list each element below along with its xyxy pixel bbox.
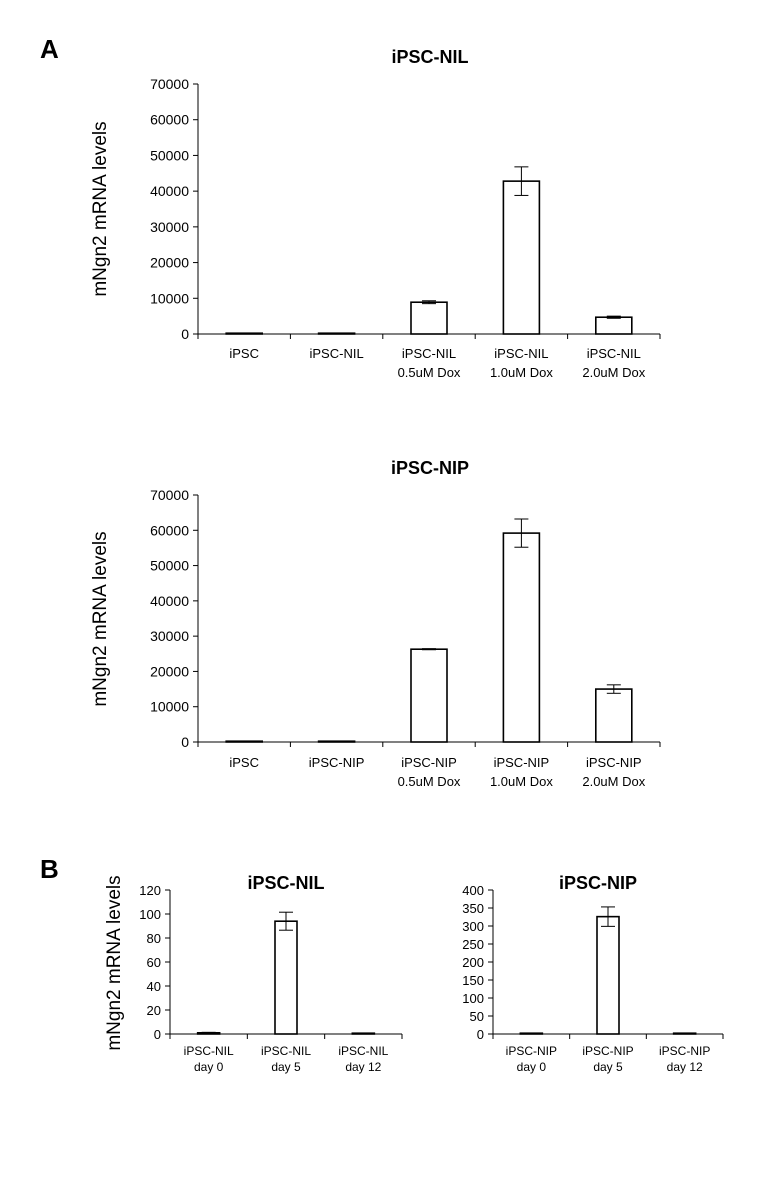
- x-tick-label: iPSC-NIP: [582, 1044, 634, 1058]
- bar: [411, 302, 447, 334]
- y-tick-label: 60000: [150, 522, 189, 539]
- y-tick-label: 400: [462, 883, 484, 898]
- x-tick-label: iPSC-NIL: [309, 346, 364, 361]
- x-tick-label: 1.0uM Dox: [489, 774, 553, 789]
- x-tick-label: iPSC: [229, 346, 260, 361]
- y-tick-label: 60000: [150, 111, 189, 128]
- bar: [597, 917, 619, 1034]
- y-tick-label: 250: [462, 937, 484, 952]
- bar: [226, 333, 262, 334]
- x-tick-label: day 0: [516, 1060, 547, 1074]
- y-tick-label: 50000: [150, 557, 189, 574]
- bar: [226, 741, 262, 742]
- y-tick-label: 40000: [150, 183, 189, 200]
- y-tick-label: 20000: [150, 663, 189, 680]
- bar: [503, 533, 539, 742]
- x-tick-label: iPSC-NIP: [585, 755, 642, 770]
- y-axis-label: mNgn2 mRNA levels: [104, 875, 125, 1051]
- y-tick-label: 70000: [150, 487, 189, 503]
- x-tick-label: day 0: [193, 1060, 224, 1074]
- y-axis-label: mNgn2 mRNA levels: [90, 121, 111, 297]
- chart-title: iPSC-NIL: [247, 873, 325, 893]
- bar: [503, 181, 539, 334]
- y-tick-label: 10000: [150, 290, 189, 307]
- chart-ipsc-nil-days: [104, 873, 402, 1074]
- y-tick-label: 100: [139, 907, 161, 922]
- y-tick-label: 70000: [150, 76, 189, 92]
- x-tick-label: iPSC-NIL: [338, 1044, 389, 1058]
- x-tick-label: iPSC-NIP: [658, 1044, 711, 1058]
- y-tick-label: 80: [146, 931, 161, 946]
- y-axis-label: mNgn2 mRNA levels: [90, 531, 111, 707]
- x-tick-label: iPSC-NIP: [401, 755, 457, 770]
- x-tick-label: 1.0uM Dox: [489, 365, 553, 380]
- y-tick-label: 300: [462, 919, 484, 934]
- y-tick-label: 50000: [150, 147, 189, 164]
- x-tick-label: iPSC-NIL: [260, 1044, 312, 1058]
- x-tick-label: iPSC-NIP: [308, 755, 365, 770]
- x-tick-label: day 5: [593, 1060, 623, 1074]
- y-tick-label: 100: [462, 991, 484, 1006]
- x-tick-label: iPSC-NIL: [183, 1044, 234, 1058]
- chart-ipsc-nip-days: [462, 873, 723, 1074]
- y-tick-label: 10000: [150, 698, 189, 715]
- y-tick-label: 0: [181, 734, 189, 750]
- y-tick-label: 0: [476, 1027, 484, 1042]
- x-tick-label: 2.0uM Dox: [582, 365, 646, 380]
- x-tick-label: 2.0uM Dox: [582, 774, 646, 789]
- y-tick-label: 350: [462, 901, 484, 916]
- x-tick-label: iPSC-NIP: [505, 1044, 558, 1058]
- x-tick-label: iPSC-NIP: [493, 755, 550, 770]
- x-tick-label: iPSC-NIL: [586, 346, 641, 361]
- bar: [411, 649, 447, 742]
- y-tick-label: 30000: [150, 628, 189, 645]
- x-tick-label: day 5: [271, 1060, 301, 1074]
- panel-label-a: A: [40, 34, 59, 64]
- x-tick-label: 0.5uM Dox: [397, 365, 461, 380]
- chart-ipsc-nil-dox: [90, 47, 660, 380]
- panel-label-b: B: [40, 854, 59, 884]
- y-tick-label: 20000: [150, 254, 189, 271]
- chart-title: iPSC-NIP: [390, 458, 470, 478]
- x-tick-label: iPSC-NIL: [494, 346, 549, 361]
- y-tick-label: 150: [462, 973, 484, 988]
- y-tick-label: 60: [146, 955, 161, 970]
- y-tick-label: 200: [462, 955, 484, 970]
- x-tick-label: iPSC: [229, 755, 260, 770]
- x-tick-label: 0.5uM Dox: [397, 774, 461, 789]
- bar: [596, 317, 632, 334]
- y-tick-label: 50: [469, 1009, 484, 1024]
- y-tick-label: 30000: [150, 218, 189, 235]
- bar: [319, 741, 355, 742]
- y-tick-label: 0: [153, 1027, 161, 1042]
- x-tick-label: day 12: [345, 1060, 382, 1074]
- y-tick-label: 40: [146, 979, 161, 994]
- chart-title: iPSC-NIP: [558, 873, 638, 893]
- y-tick-label: 120: [139, 883, 161, 898]
- y-tick-label: 0: [181, 326, 189, 342]
- bar: [319, 333, 355, 334]
- y-tick-label: 40000: [150, 592, 189, 609]
- x-tick-label: iPSC-NIL: [401, 346, 457, 361]
- y-tick-label: 20: [146, 1003, 161, 1018]
- chart-title: iPSC-NIL: [391, 47, 469, 67]
- x-tick-label: day 12: [666, 1060, 703, 1074]
- bar: [596, 689, 632, 742]
- chart-ipsc-nip-dox: [90, 458, 660, 789]
- bar: [275, 921, 297, 1034]
